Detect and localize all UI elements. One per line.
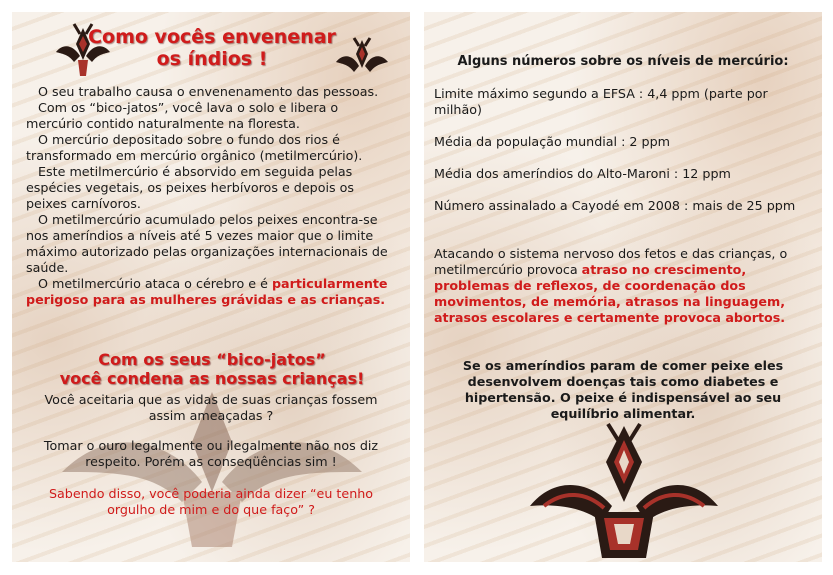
gold-text: Tomar o ouro legalmente ou ilegalmente não nos diz respeito. Porém as conseqüências sim ! [43, 438, 379, 469]
nervous-system-effects [434, 246, 806, 326]
paragraph-poisoning: O seu trabalho causa o envenenamento das pessoas. [38, 84, 379, 99]
maroni-average: Média dos ameríndios do Alto-Maroni : 12 ppm [434, 166, 731, 181]
right-flyer-panel [424, 12, 822, 562]
numbers-heading: Alguns números sobre os níveis de mercúrio: [457, 54, 789, 69]
paragraph-absorption: Este metilmercúrio é absorvido em seguida pelas espécies vegetais, os peixes herbívoros e depois os peixes carnívoros. [26, 164, 355, 211]
fish-importance: Se os ameríndios param de comer peixe eles desenvolvem doenças tais como diabetes e hipertensão. O peixe é indispensável ao seu equilíbrio alimentar. [462, 358, 784, 421]
closing-question: Sabendo disso, você poderia ainda dizer “eu tenho orgulho de mim e do que faço” ? [48, 486, 374, 517]
left-title [82, 26, 342, 70]
nervous-system-text: Atacando o sistema nervoso dos fetos e das crianças, o metilmercúrio provoca [434, 246, 788, 277]
left-subtitle-line-1: Com os seus “bico-jatos” [98, 350, 326, 369]
tribal-bird-icon [334, 36, 390, 86]
tribal-creature-icon [524, 422, 724, 562]
left-title-line-1: Como vocês envenenar [88, 26, 336, 48]
left-subtitle-line-2: você condena as nossas crianças! [59, 369, 365, 388]
brain-danger-highlight: particularmente perigoso para as mulheres grávidas e as crianças. [26, 276, 388, 307]
paragraph-accumulation: O metilmercúrio acumulado pelos peixes encontra-se nos ameríndios a níveis até 5 vezes maior que o limite máximo autorizado pelas organizações internacionais de saúde. [26, 212, 388, 275]
paragraph-river-mercury: O mercúrio depositado sobre o fundo dos rios é transformado em mercúrio orgânico (metilmercúrio). [26, 132, 363, 163]
world-average: Média da população mundial : 2 ppm [434, 134, 670, 149]
paragraph-brain-danger [26, 276, 398, 308]
efsa-limit: Limite máximo segundo a EFSA : 4,4 ppm (parte por milhão) [434, 86, 768, 117]
left-flyer-panel [12, 12, 410, 562]
left-subtitle [42, 350, 382, 388]
left-title-line-2: os índios ! [156, 48, 268, 70]
question-text: Você aceitaria que as vidas de suas crianças fossem assim ameaçadas ? [44, 392, 378, 423]
cayode-level: Número assinalado a Cayodé em 2008 : mais de 25 ppm [434, 198, 796, 213]
brain-danger-text: O metilmercúrio ataca o cérebro e é [38, 276, 272, 291]
nervous-system-highlight: atraso no crescimento, problemas de reflexos, de coordenação dos movimentos, de memória, atrasos na linguagem, atrasos escolares e certamente provoca abortos. [434, 262, 786, 325]
left-intro-text [26, 84, 398, 308]
paragraph-bico-jatos: Com os “bico-jatos”, você lava o solo e libera o mercúrio contido naturalmente na floresta. [26, 100, 339, 131]
